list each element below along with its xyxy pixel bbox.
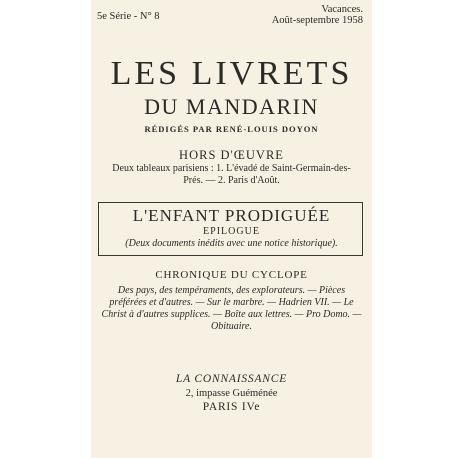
main-title: LES LIVRETS bbox=[110, 55, 353, 92]
publisher-name: LA CONNAISSANCE bbox=[175, 373, 288, 385]
issue-date: Août-septembre 1958 bbox=[271, 15, 363, 26]
feature-note: (Deux documents inédits avec une notice historique). bbox=[125, 238, 338, 249]
hors-oeuvre-text: Deux tableaux parisiens : 1. L'évadé de Saint-Germain-des-Prés. — 2. Paris d'Août. bbox=[112, 163, 351, 186]
author-line: RÉDIGÉS PAR RENÉ-LOUIS DOYON bbox=[144, 124, 319, 134]
chronique-text: Des pays, des tempéraments, des explorateurs. — Pièces préférées et d'autres. — Sur le marbre. — Hadrien VII. — Le Christ à d'autres supplices. — Boîte aux lettres. — Pro Domo. — Obituaire. bbox=[101, 285, 362, 332]
chronique-heading: CHRONIQUE DU CYCLOPE bbox=[155, 269, 308, 281]
publisher-city: PARIS IVe bbox=[202, 401, 261, 413]
hors-oeuvre-heading: HORS D'ŒUVRE bbox=[179, 148, 284, 162]
publisher-address: 2, impasse Guéménée bbox=[185, 388, 278, 399]
feature-title: L'ENFANT PRODIGUÉE bbox=[132, 206, 331, 225]
booklet-cover bbox=[91, 0, 372, 458]
main-subtitle: DU MANDARIN bbox=[144, 94, 319, 119]
series-number: 5e Série - N° 8 bbox=[97, 11, 160, 22]
vacances-label: Vacances. bbox=[321, 4, 363, 15]
feature-subtitle: EPILOGUE bbox=[203, 226, 260, 237]
